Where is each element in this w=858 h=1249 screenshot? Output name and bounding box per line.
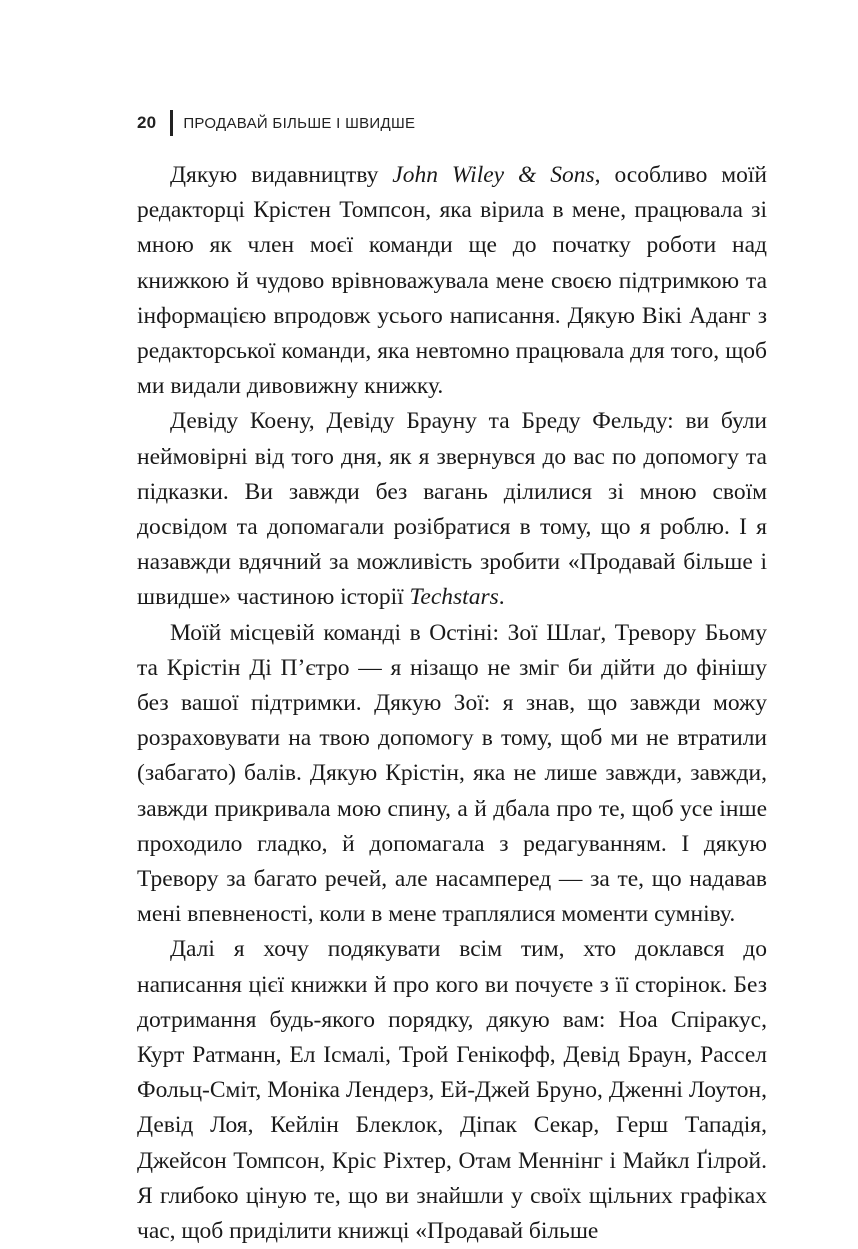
header-divider xyxy=(170,110,173,136)
page-number: 20 xyxy=(137,113,157,132)
paragraph xyxy=(137,616,767,933)
company-name: Techstars xyxy=(409,584,499,611)
paragraph-text: , особливо моїй редакторці Крістен Томпсон, яка вірила в мене, працювала зі мною як член моєї команди ще до початку роботи над книжкою й чудово врівноважувала мене своєю підтримкою та інформацією впродовж усього написання. Дякую Вікі Аданг з редакторської команди, яка невтомно працювала для того, щоб ми видали дивовижну книжку. xyxy=(137,162,767,400)
publisher-name: John Wiley & Sons xyxy=(392,162,595,188)
running-title: ПРОДАВАЙ БІЛЬШЕ І ШВИДШЕ xyxy=(183,114,416,132)
paragraph-text: Моїй місцевій команді в Остіні: Зої Шлаґ, Тревору Бьому та Крістін Ді П’єтро — я нізащо не зміг би дійти до фінішу без вашої підтримки. Дякую Зої: я знав, що завжди можу розраховувати на твою допомогу в тому, щоб ми не втратили (забагато) балів. Дякую Крістін, яка не лише завжди, завжди, завжди прикривала мою спину, а й дбала про те, щоб усе інше проходило гладко, й допомагала з редагуванням. І дякую Тревору за багато речей, але насамперед — за те, що надавав мені впевненості, коли в мене траплялися моменти сумніву. xyxy=(137,619,767,928)
paragraph xyxy=(137,932,767,1249)
body-text xyxy=(137,158,767,1249)
paragraph xyxy=(137,158,767,404)
paragraph xyxy=(137,404,767,615)
paragraph-text: Девіду Коену, Девіду Брауну та Бреду Фельду: ви були неймовірні від того дня, як я звернувся до вас по допомогу та підказки. Ви завжди без вагань ділилися зі мною своїм досвідом та допомагали розібратися в тому, що я роблю. І я назавжди вдячний за можливість зробити «Продавай більше і швидше» частиною історії xyxy=(137,408,767,611)
paragraph-text: Далі я хочу подякувати всім тим, хто доклався до написання цієї книжки й про кого ви почуєте з її сторінок. Без дотримання будь-якого порядку, дякую вам: Ноа Спіракус, Курт Ратманн, Ел Ісмалі, Трой Генікофф, Девід Браун, Рассел Фольц-Сміт, Моніка Лендерз, Ей-Джей Бруно, Дженні Лоутон, Девід Лоя, Кейлін Блеклок, Діпак Секар, Герш Тападія, Джейсон Томпсон, Кріс Ріхтер, Отам Меннінг і Майкл Ґілрой. Я глибоко ціную те, що ви знайшли у своїх щільних графіках час, щоб приділити книжці «Продавай більше xyxy=(137,936,767,1245)
running-head xyxy=(137,107,415,139)
paragraph-text: . xyxy=(498,584,505,611)
paragraph-text: Дякую видавництву xyxy=(170,162,393,188)
